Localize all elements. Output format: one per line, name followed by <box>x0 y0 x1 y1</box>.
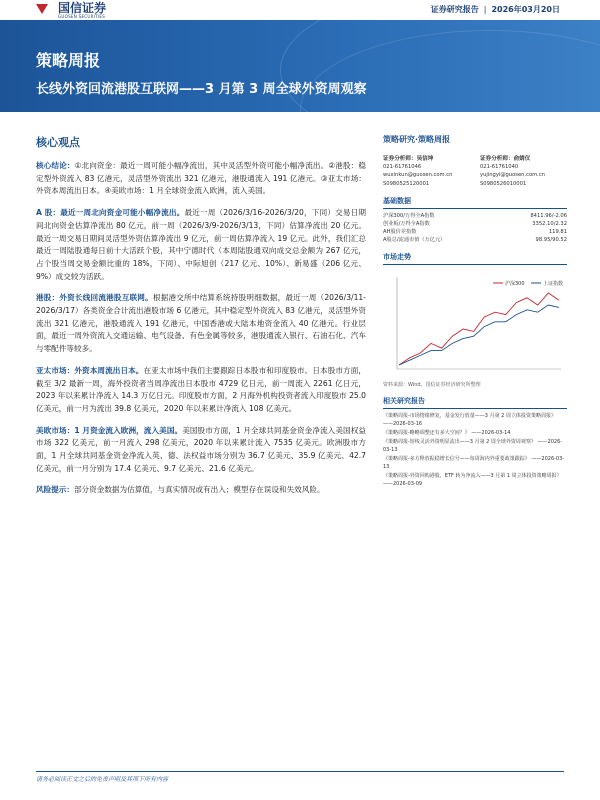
analyst-card: 证券分析师：俞婧仪 021-61761040 yujingyi@guosen.com.cn S0980526010001 <box>480 155 567 188</box>
table-row: 沪深300/万得全A指数 8411.96/-2.06 <box>383 212 567 219</box>
paragraph-us-europe: 美欧市场：1 月资金流入欧洲，流入美国。美国股市方面，1 月全球共同基金资金净流入美国权益市场 322 亿美元，前一月流入 298 亿美元，2020 年以来累计流入 7535 亿美元。欧洲股市方面，1 月全球共同基金资金净流入英、德、法权益市场分别为 36.7 亿美元、35.9 亿美元、42.7 亿美元，前一月分别为 17.4 亿美元、9.7 亿美元、21.6 亿美元。 <box>36 425 366 473</box>
paragraph-a-share: A 股：最近一周北向资金可能小幅净流出。最近一周（2026/3/16-2026/3/20，下同）交易日期间北向资金估算净流出 80 亿元，前一周（2026/3/9-2026/3/13，下同）估算净流出 20 亿元。最近一周交易日期间灵活型外资估算净流出 9 亿元，前一周估算净流入 19 亿元。此外，我们汇总最近一周陆股通每日前十大活跃个股，其中宁德时代（本周陆股通双向成交总金额为 267 亿元，占个股当周交易金额比重的 18%，下同）、中际旭创（217 亿元、10%）、新易盛（206 亿元、9%）成交较为活跃。 <box>36 208 366 281</box>
analyst-email[interactable]: wuxinkun@guosen.com.cn <box>383 172 453 179</box>
analyst-email[interactable]: yujingyi@guosen.com.cn <box>480 172 545 179</box>
related-report-link[interactable]: 《策略周报-多方释放振稳增长信号——每周海内外重要政策跟踪》 ——2026-03-13 <box>383 455 565 470</box>
core-views-column <box>36 134 366 506</box>
related-report-link[interactable]: 《策略周报-外资回购港股，ETF 转为净流入——3 月第 1 周立体投资策略周报》 ——2026-03-09 <box>383 472 562 487</box>
paragraph-hk: 港股：外资长线回流港股互联网。根据港交所中结算系统持股明细数据，最近一周（2026/3/11-2026/3/17）各类资金合计流出港股市场 6 亿港元，其中稳定型外资流入 83 亿港元，灵活型外资流出 321 亿港元，港股通流入 191 亿港元，中国香港或大陆本地资金流入 40 亿港元。行业层面，最近一周外资流入交通运输、电气设备、有色金属等较多，港股通流入银行、石油石化、汽车与零配件等较多。 <box>36 293 366 354</box>
market-trend-chart <box>383 269 567 379</box>
footer-disclaimer: 请务必阅读正文之后的免责声明及其项下所有内容 <box>36 776 169 783</box>
basic-data-title: 基础数据 <box>383 196 567 209</box>
core-views-title: 核心观点 <box>36 136 80 149</box>
title-banner <box>0 20 600 112</box>
market-trend-block <box>383 252 567 388</box>
table-row: AH股价差指数 119.81 <box>383 228 567 235</box>
report-subtitle: 长线外资回流港股互联网——3 月第 3 周全球外资周观察 <box>36 82 367 97</box>
sidebar <box>383 134 567 489</box>
related-report-link[interactable]: 《策略周报-短线灵活外资明显流出——3 月第 2 周全球外资周观察》 ——2026-03-13 <box>383 438 563 453</box>
legend-label-a: 沪深300 <box>505 280 525 287</box>
report-type: 证券研究报告 <box>430 5 479 14</box>
paragraph-risk: 风险提示：部分资金数据为估算值，与真实情况或有出入；模型存在误设和失效风险。 <box>36 485 325 495</box>
logo-mark-icon <box>36 4 52 16</box>
related-report-link[interactable]: 《策略周报-市场情绪修复，基金发行放量——3 月第 2 周立体投资策略周报》 ——2026-03-16 <box>383 412 556 427</box>
report-date: 2026年03月20日 <box>491 5 560 14</box>
chart-source: 资料来源：Wind、国信证券经济研究所整理 <box>383 381 481 388</box>
related-reports <box>383 396 567 488</box>
table-row: A股总/流通市值（万亿元） 98.95/90.52 <box>383 236 567 243</box>
paragraph-asia-pacific: 亚太市场：外资本周流出日本。在亚太市场中我们主要跟踪日本股市和印度股市。日本股市方面，截至 3/2 最新一周，海外投资者当周净流出日本股市 4729 亿日元，前一周流入 2261 亿日元，2023 年以来累计净流入 14.3 万亿日元。印度股市方面，2 月海外机构投资者流入印度股市 25.0 亿美元，前一月为流出 39.8 亿美元，2020 年以来累计净流入 108 亿美元。 <box>36 365 366 413</box>
logo-name-en: GUOSEN SECURITIES <box>58 13 106 19</box>
analyst-card: 证券分析师：吴信坤 021-61761046 wuxinkun@guosen.com.cn S0980525120001 <box>383 155 470 188</box>
related-report-link[interactable]: 《策略周报-略略调整还有多大空间？》 ——2026-03-14 <box>383 429 511 436</box>
related-reports-title: 相关研究报告 <box>383 396 567 409</box>
footer-divider <box>36 771 564 772</box>
analyst-list <box>383 155 567 188</box>
market-trend-title: 市场走势 <box>383 252 567 265</box>
report-meta: 证券研究报告 | 2026年03月20日 <box>430 5 560 14</box>
logo-name: 国信证券 <box>58 0 107 15</box>
paragraph-conclusion: 核心结论：①北向资金：最近一周可能小幅净流出，其中灵活型外资可能小幅净流出。②港股：稳定型外资流入 83 亿港元，灵活型外资流出 321 亿港元，港股通流入 191 亿港元。③亚太市场：外资本周流出日本。④美欧市场：1 月全球资金流入欧洲，流入美国。 <box>36 161 366 196</box>
report-title: 策略周报 <box>36 51 101 70</box>
sidebar-section-title: 策略研究·策略周报 <box>383 135 451 144</box>
brand-logo <box>36 0 106 20</box>
series-line-1 <box>399 305 559 365</box>
basic-data-table <box>383 212 567 244</box>
top-bar <box>0 0 600 20</box>
table-row: 创业板/万得全A指数 3352.10/2.32 <box>383 220 567 227</box>
legend-label-b: 上证指数 <box>543 280 564 287</box>
